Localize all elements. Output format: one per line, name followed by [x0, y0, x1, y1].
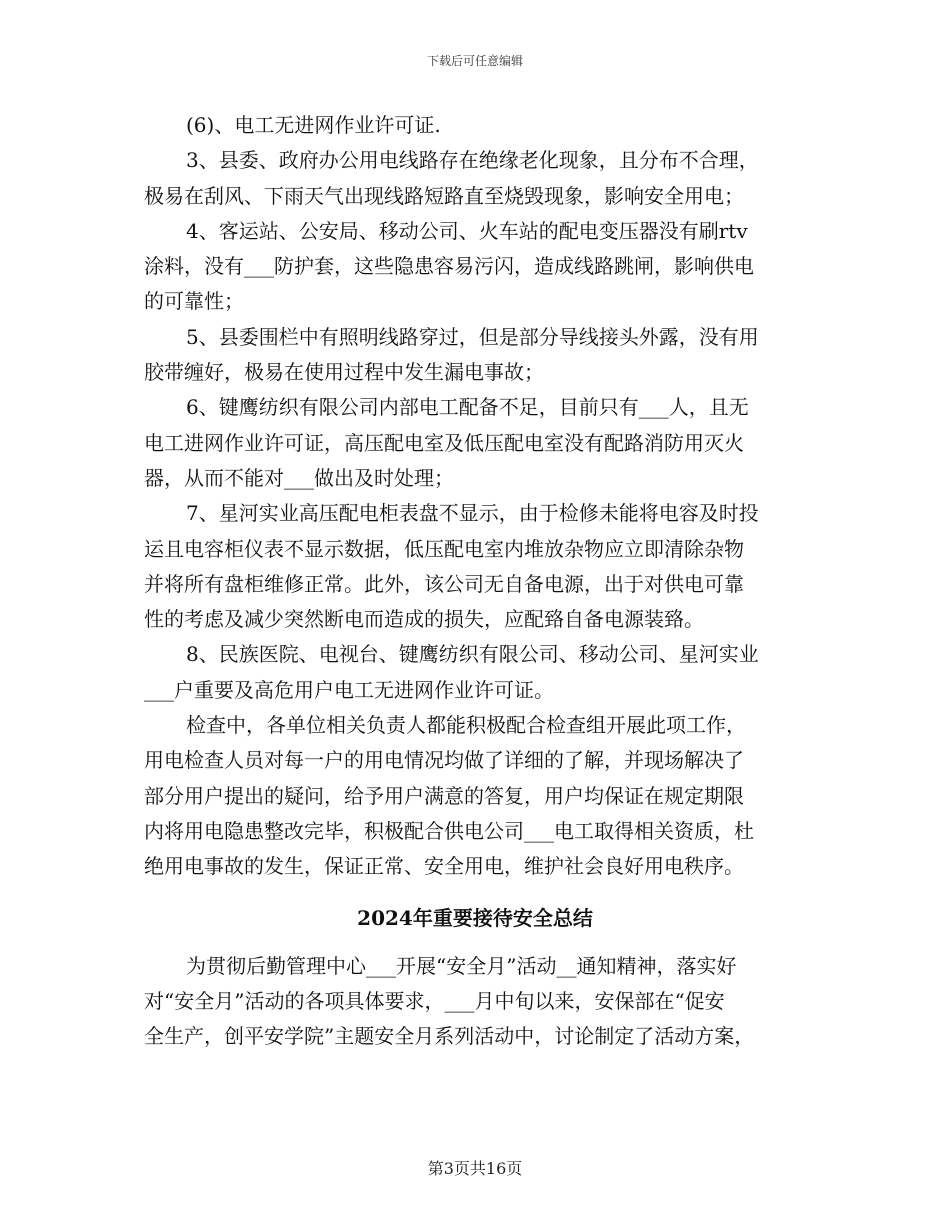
- text-line: 涂料，没有___防护套，这些隐患容易污闪，造成线路跳闸，影响供电: [144, 254, 754, 279]
- text-line: 8、民族医院、电视台、键鹰纺织有限公司、移动公司、星河实业: [186, 642, 759, 667]
- text-line: 用电检查人员对每一户的用电情况均做了详细的了解，并现场解决了: [144, 748, 744, 773]
- text-line: 极易在刮风、下雨天气出现线路短路直至烧毁现象，影响安全用电；: [144, 183, 744, 208]
- text-line: 的可靠性；: [144, 289, 244, 314]
- text-line: 绝用电事故的发生，保证正常、安全用电，维护社会良好用电秩序。: [144, 854, 744, 879]
- text-line: 检查中，各单位相关负责人都能积极配合检查组开展此项工作，: [186, 713, 746, 738]
- text-line: 对“安全月”活动的各项具体要求，___月中旬以来，安保部在“促安: [144, 988, 725, 1013]
- text-line: 4、客运站、公安局、移动公司、火车站的配电变压器没有刷rtv: [186, 218, 748, 243]
- page-header: 下载后可任意编辑: [426, 54, 523, 68]
- text-line: (6)、电工无进网作业许可证.: [186, 113, 441, 137]
- page-footer: 第3页共16页: [427, 1159, 523, 1178]
- text-line: 运且电容柜仪表不显示数据，低压配电室内堆放杂物应立即清除杂物: [144, 536, 744, 561]
- text-line: 部分用户提出的疑问，给予用户满意的答复，用户均保证在规定期限: [144, 783, 744, 808]
- text-line: ___户重要及高危用户电工无进网作业许可证。: [144, 677, 554, 702]
- paragraph-block-bottom: [144, 949, 814, 1055]
- text-line: 全生产，创平安学院”主题安全月系列活动中，讨论制定了活动方案，: [144, 1024, 755, 1049]
- text-line: 胶带缠好，极易在使用过程中发生漏电事故；: [144, 360, 544, 385]
- text-line: 6、键鹰纺织有限公司内部电工配备不足，目前只有___人，且无: [186, 395, 749, 420]
- text-line: 内将用电隐患整改完毕，积极配合供电公司___电工取得相关资质，杜: [144, 818, 754, 843]
- text-line: 电工进网作业许可证，高压配电室及低压配电室没有配路消防用灭火: [144, 430, 744, 455]
- section-title: 2024年重要接待安全总结: [357, 905, 593, 930]
- text-line: 性的考虑及减少突然断电而造成的损失，应配臵自备电源装臵。: [144, 607, 704, 632]
- text-line: 7、星河实业高压配电柜表盘不显示，由于检修未能将电容及时投: [186, 501, 759, 526]
- text-line: 并将所有盘柜维修正常。此外，该公司无自备电源，出于对供电可靠: [144, 571, 744, 596]
- paragraph-block-top: [144, 108, 814, 885]
- document-body: [144, 108, 814, 1054]
- text-line: 3、县委、政府办公用电线路存在绝缘老化现象，且分布不合理，: [186, 148, 759, 173]
- text-line: 器，从而不能对___做出及时处理；: [144, 465, 454, 490]
- text-line: 为贯彻后勤管理中心___开展“安全月”活动__通知精神，落实好: [186, 953, 737, 978]
- text-line: 5、县委围栏中有照明线路穿过，但是部分导线接头外露，没有用: [186, 324, 759, 349]
